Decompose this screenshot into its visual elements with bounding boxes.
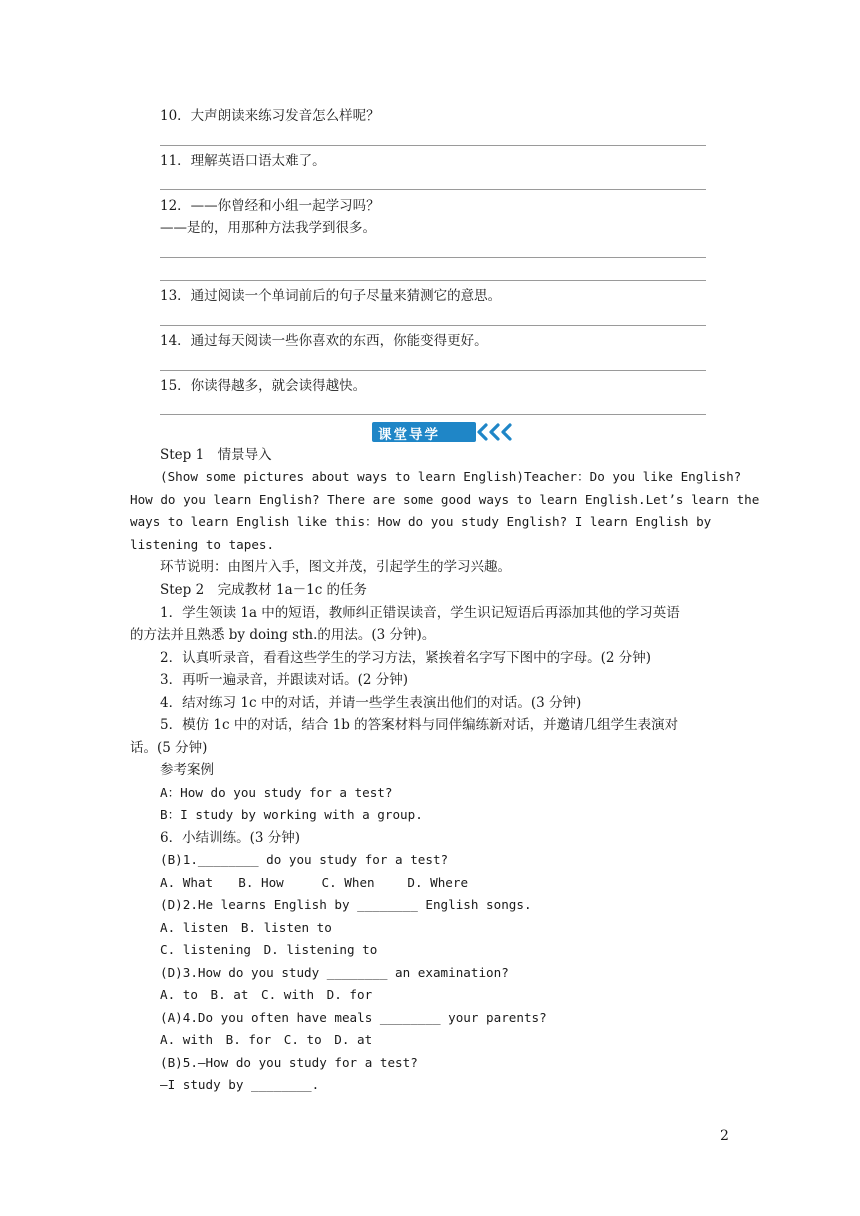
step2-task4: 4．结对练习 1c 中的对话，并请一些学生表演出他们的对话。(3 分钟)	[160, 695, 582, 711]
step2-task5-line1: 5．模仿 1c 中的对话，结合 1b 的答案材料与同伴编练新对话，并邀请几组学生表演对	[160, 717, 679, 733]
reference-case-a: A：How do you study for a test?	[160, 785, 393, 800]
question-11: 11．理解英语口语太难了。	[160, 153, 326, 169]
exercise-4: (A)4.Do you often have meals ________ your parents?	[160, 1010, 547, 1025]
question-13: 13．通过阅读一个单词前后的句子尽量来猜测它的意思。	[160, 288, 502, 304]
reference-case-title: 参考案例	[160, 762, 214, 778]
step2-task2: 2．认真听录音，看看这些学生的学习方法，紧挨着名字写下图中的字母。(2 分钟)	[160, 650, 652, 666]
exercise-2-options-line1: A. listen B. listen to	[160, 920, 332, 935]
step2-heading: Step 2 完成教材 1a－1c 的任务	[160, 582, 368, 598]
exercise-4-options: A. with B. for C. to D. at	[160, 1032, 373, 1047]
step1-paragraph-line3: ways to learn English like this：How do you study English? I learn English by	[130, 514, 712, 529]
answer-line	[160, 257, 706, 258]
step2-task1-line1: 1．学生领读 1a 中的短语，教师纠正错误读音，学生识记短语后再添加其他的学习英语	[160, 605, 680, 621]
answer-line	[160, 370, 706, 371]
exercise-5: (B)5.—How do you study for a test?	[160, 1055, 418, 1070]
chevron-arrows-icon	[474, 422, 522, 442]
page-number: 2	[720, 1128, 729, 1144]
exercise-1-options: A. What B. How C. When D. Where	[160, 875, 469, 890]
answer-line	[160, 325, 706, 326]
step1-paragraph-line4: listening to tapes.	[130, 537, 275, 552]
answer-line	[160, 189, 706, 190]
answer-line	[160, 145, 706, 146]
reference-case-b: B：I study by working with a group.	[160, 807, 423, 822]
step2-task1-line2: 的方法并且熟悉 by doing sth.的用法。(3 分钟)。	[130, 627, 436, 643]
exercise-3: (D)3.How do you study ________ an examination?	[160, 965, 509, 980]
banner-label: 课堂导学	[378, 427, 440, 443]
answer-line	[160, 414, 706, 415]
exercise-2-options-line2: C. listening D. listening to	[160, 942, 378, 957]
step2-task3: 3．再听一遍录音，并跟读对话。(2 分钟)	[160, 672, 409, 688]
step1-note: 环节说明：由图片入手，图文并茂，引起学生的学习兴趣。	[160, 559, 511, 575]
question-12-line1: 12．——你曾经和小组一起学习吗？	[160, 198, 380, 214]
question-12-line2: ——是的，用那种方法我学到很多。	[160, 220, 376, 236]
step2-task6: 6．小结训练。(3 分钟)	[160, 830, 301, 846]
step1-heading: Step 1 情景导入	[160, 447, 272, 463]
exercise-1: (B)1.________ do you study for a test?	[160, 852, 449, 867]
question-10: 10．大声朗读来练习发音怎么样呢？	[160, 108, 380, 124]
exercise-2: (D)2.He learns English by ________ English songs.	[160, 897, 532, 912]
question-14: 14．通过每天阅读一些你喜欢的东西，你能变得更好。	[160, 333, 488, 349]
exercise-3-options: A. to B. at C. with D. for	[160, 987, 373, 1002]
step1-paragraph-line2: How do you learn English? There are some good ways to learn English.Let’s learn the	[130, 492, 760, 507]
exercise-5-answer: —I study by ________.	[160, 1077, 320, 1092]
step1-paragraph-line1: (Show some pictures about ways to learn English)Teacher：Do you like English?	[160, 469, 742, 484]
section-banner	[372, 422, 520, 442]
answer-line	[160, 280, 706, 281]
question-15: 15．你读得越多，就会读得越快。	[160, 378, 367, 394]
step2-task5-line2: 话。(5 分钟)	[130, 740, 208, 756]
